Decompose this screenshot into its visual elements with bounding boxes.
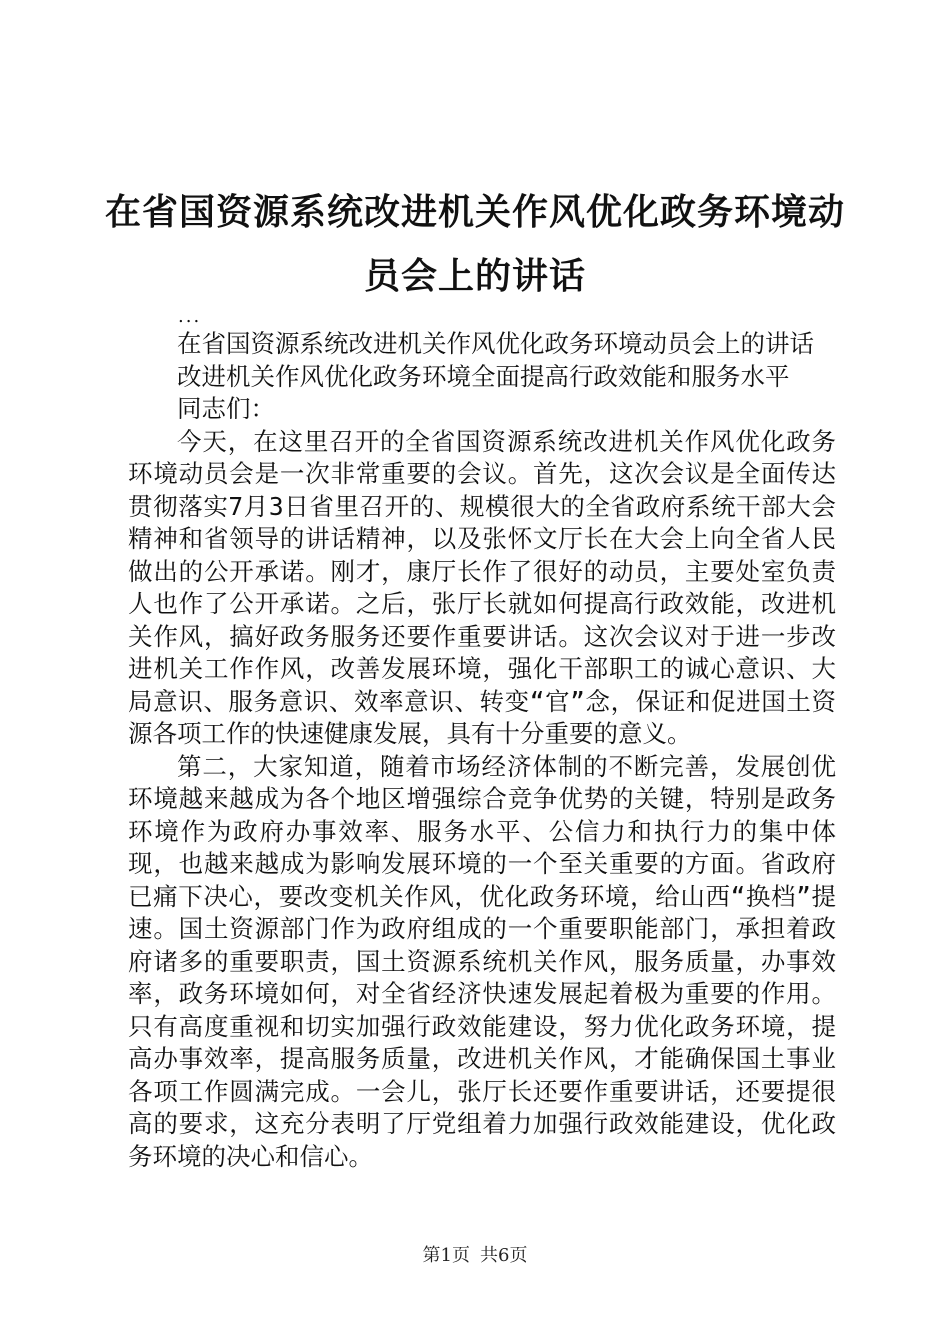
paragraph-heading-repeat: 在省国资源系统改进机关作风优化政务环境动员会上的讲话	[177, 329, 814, 358]
document-title: 在省国资源系统改进机关作风优化政务环境动员会上的讲话	[104, 191, 845, 297]
page-total: 共6页	[480, 1245, 528, 1266]
page-number: 第1页	[422, 1245, 470, 1266]
page-footer	[0, 1244, 950, 1268]
document-body	[128, 328, 836, 1173]
paragraph-subtitle: 改进机关作风优化政务环境全面提高行政效能和服务水平	[177, 361, 790, 391]
paragraph-body-1: 今天，在这里召开的全省国资源系统改进机关作风优化政务环境动员会是一次非常重要的会议。首先，这次会议是全面传达贯彻落实7月3日省里召开的、规模很大的全省政府系统干部大会精神和省领导的讲话精神，以及张怀文厅长在大会上向全省人民做出的公开承诺。刚才，康厅长作了很好的动员，主要处室负责人也作了公开承诺。之后，张厅长就如何提高行政效能，改进机关作风，搞好政务服务还要作重要讲话。这次会议对于进一步改进机关工作作风，改善发展环境，强化干部职工的诚心意识、大局意识、服务意识、效率意识、转变“官”念，保证和促进国土资源各项工作的快速健康发展，具有十分重要的意义。	[128, 426, 836, 748]
paragraph-body-2: 第二，大家知道，随着市场经济体制的不断完善，发展创优环境越来越成为各个地区增强综合竞争优势的关键，特别是政务环境作为政府办事效率、服务水平、公信力和执行力的集中体现，也越来越成为影响发展环境的一个至关重要的方面。省政府已痛下决心，要改变机关作风，优化政务环境，给山西“换档”提速。国土资源部门作为政府组成的一个重要职能部门，承担着政府诸多的重要职责，国土资源系统机关作风，服务质量，办事效率，政务环境如何，对全省经济快速发展起着极为重要的作用。只有高度重视和切实加强行政效能建设，努力优化政务环境，提高办事效率，提高服务质量，改进机关作风，才能确保国土事业各项工作圆满完成。一会儿，张厅长还要作重要讲话，还要提很高的要求，这充分表明了厅党组着力加强行政效能建设，优化政务环境的决心和信心。	[128, 751, 836, 1171]
ellipsis-marker: ...	[178, 306, 202, 327]
paragraph-salutation: 同志们：	[177, 394, 275, 423]
